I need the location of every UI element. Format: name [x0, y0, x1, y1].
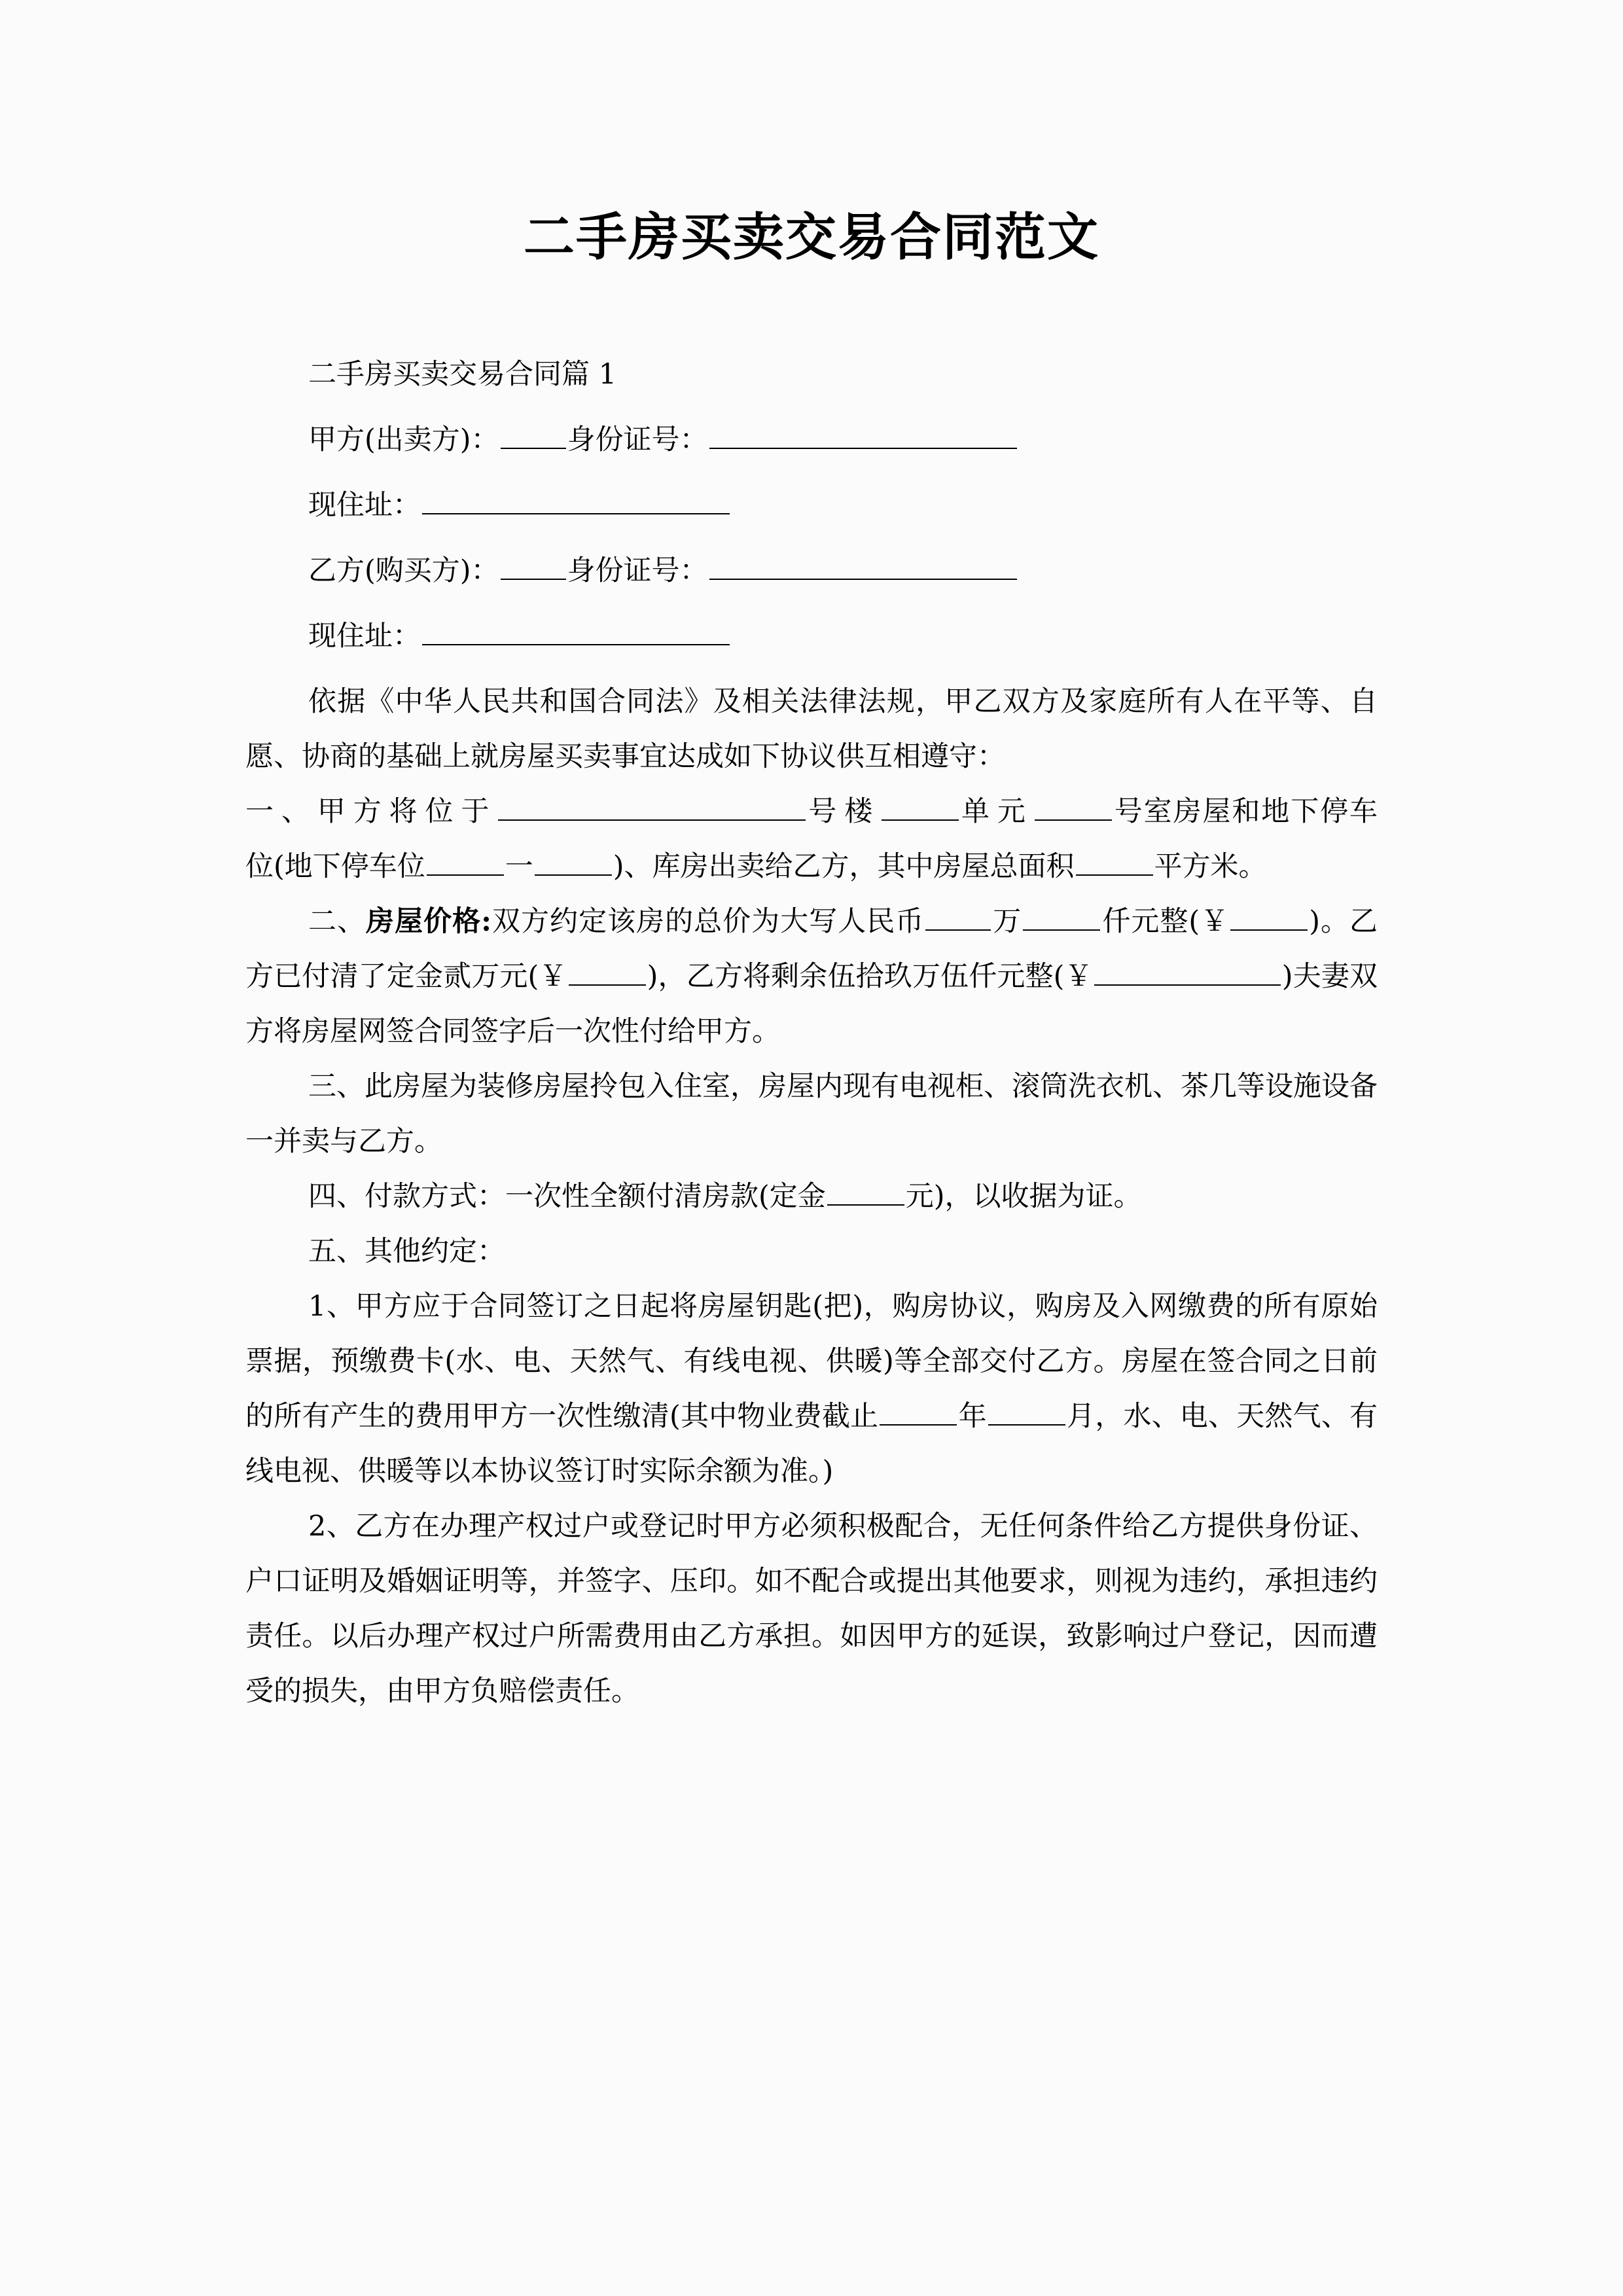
item-1-text-part3: 月，水、电、天然气、有线电视、供暖等以本协议签订时实际余额为准。): [245, 1400, 1378, 1488]
clause-1-area-blank[interactable]: [1076, 850, 1153, 876]
clause-1-location-blank[interactable]: [498, 795, 806, 821]
party-a-label: 甲方(出卖方)：: [308, 423, 499, 456]
clause-1-dash: 一: [505, 850, 533, 883]
preamble-paragraph: 依据《中华人民共和国合同法》及相关法律法规，甲乙双方及家庭所有人在平等、自愿、协商的基础上就房屋买卖事宜达成如下协议供互相遵守：: [245, 685, 1378, 773]
party-a-id-blank[interactable]: [709, 423, 1017, 449]
clause-1-text-part5: )、库房出卖给乙方，其中房屋总面积: [613, 850, 1075, 883]
clause-2-balance-blank[interactable]: [1094, 960, 1281, 986]
page-title: 二手房买卖交易合同范文: [523, 208, 1099, 266]
clause-1-building-blank[interactable]: [882, 795, 959, 821]
clause-4-number: 四、: [308, 1180, 365, 1213]
clause-2-number: 二、: [308, 905, 366, 938]
document-body: [245, 347, 1378, 1719]
clause-1-text-part1: 甲方将位于: [317, 795, 497, 828]
clause-1: [245, 784, 1378, 894]
subheading: 二手房买卖交易合同篇 1: [308, 358, 617, 391]
clause-4-text-part2: 元)，以收据为证。: [905, 1180, 1142, 1213]
spacer: [245, 664, 1378, 674]
clause-2-bold-label: 房屋价格:: [366, 905, 491, 938]
item-2-text: 乙方在办理产权过户或登记时甲方必须积极配合，无任何条件给乙方提供身份证、户口证明及婚姻证明等，并签字、压印。如不配合或提出其他要求，则视为违约，承担违约责任。以后办理产权过户所需费用由乙方承担。如因甲方的延误，致影响过户登记，因而遭受的损失，由甲方负赔偿责任。: [245, 1510, 1378, 1708]
clause-2-text-part5: )，乙方将剩余伍拾玖万伍仟元整(￥: [647, 960, 1093, 993]
clause-1-text-part4: 号室房屋和地下停车位(地下停车位: [245, 795, 1378, 883]
party-a-address-label: 现住址：: [308, 489, 421, 522]
clause-2-total-blank[interactable]: [1230, 905, 1308, 931]
party-b-address-label: 现住址：: [308, 620, 421, 653]
item-1-month-blank[interactable]: [988, 1399, 1065, 1426]
party-b-id-blank[interactable]: [709, 554, 1017, 580]
clause-5: [245, 1224, 1378, 1279]
item-1-text-part2: 年: [958, 1400, 987, 1433]
party-b-line: [245, 543, 1378, 598]
party-a-address-blank[interactable]: [422, 488, 730, 514]
clause-4-deposit-blank[interactable]: [827, 1179, 904, 1206]
clause-2-deposit-blank[interactable]: [569, 960, 646, 986]
party-b-label: 乙方(购买方)：: [308, 554, 499, 587]
item-1-text-part1: 甲方应于合同签订之日起将房屋钥匙(把)，购房协议，购房及入网缴费的所有原始票据，预缴费卡(水、电、天然气、有线电视、供暖)等全部交付乙方。房屋在签合同之日前的所有产生的费用甲方一次性缴清(其中物业费截止: [245, 1290, 1378, 1433]
clause-1-room-blank[interactable]: [1035, 795, 1112, 821]
clause-2-qian-blank[interactable]: [1023, 905, 1100, 931]
spacer: [245, 402, 1378, 412]
item-2-number: 2、: [308, 1510, 355, 1543]
clause-3-number: 三、: [308, 1070, 365, 1103]
party-b-address-line: [245, 609, 1378, 664]
spacer: [245, 598, 1378, 609]
clause-1-text-part3: 单元: [960, 795, 1033, 828]
clause-1-text-part6: 平方米。: [1154, 850, 1267, 883]
party-a-address-line: [245, 478, 1378, 533]
clause-1-number: 一、: [245, 795, 317, 828]
spacer: [245, 533, 1378, 543]
clause-1-text-part2: 号楼: [807, 795, 881, 828]
party-a-line: [245, 412, 1378, 467]
clause-5-text: 其他约定：: [365, 1235, 505, 1268]
clause-4-text-part1: 付款方式：一次性全额付清房款(定金: [365, 1180, 826, 1213]
clause-2-text-part3: 仟元整(￥: [1101, 905, 1230, 938]
item-1-number: 1、: [308, 1290, 355, 1323]
clause-5-number: 五、: [308, 1235, 365, 1268]
clause-3-text: 此房屋为装修房屋拎包入住室，房屋内现有电视柜、滚筒洗衣机、茶几等设施设备一并卖与乙方。: [245, 1070, 1378, 1158]
clause-2-wan-blank[interactable]: [925, 905, 991, 931]
clause-4: [245, 1169, 1378, 1224]
party-b-address-blank[interactable]: [422, 619, 730, 645]
clause-2-text-part4: )。乙方已付清了定金贰万元(￥: [245, 905, 1378, 993]
party-b-name-blank[interactable]: [501, 554, 566, 580]
clause-2: [245, 894, 1378, 1059]
party-a-name-blank[interactable]: [501, 423, 566, 449]
party-a-id-label: 身份证号：: [567, 423, 708, 456]
clause-2-text-part1: 双方约定该房的总价为大写人民币: [491, 905, 925, 938]
item-1: [245, 1279, 1378, 1499]
clause-2-text-part2: 万: [992, 905, 1022, 938]
spacer: [245, 467, 1378, 478]
clause-1-parking-to-blank[interactable]: [535, 850, 612, 876]
clause-1-parking-from-blank[interactable]: [427, 850, 504, 876]
item-1-year-blank[interactable]: [880, 1399, 957, 1426]
item-2: [245, 1499, 1378, 1719]
clause-3: [245, 1059, 1378, 1169]
clause-2-text-part6: )夫妻双方将房屋网签合同签字后一次性付给甲方。: [245, 960, 1378, 1048]
party-b-id-label: 身份证号：: [567, 554, 708, 587]
